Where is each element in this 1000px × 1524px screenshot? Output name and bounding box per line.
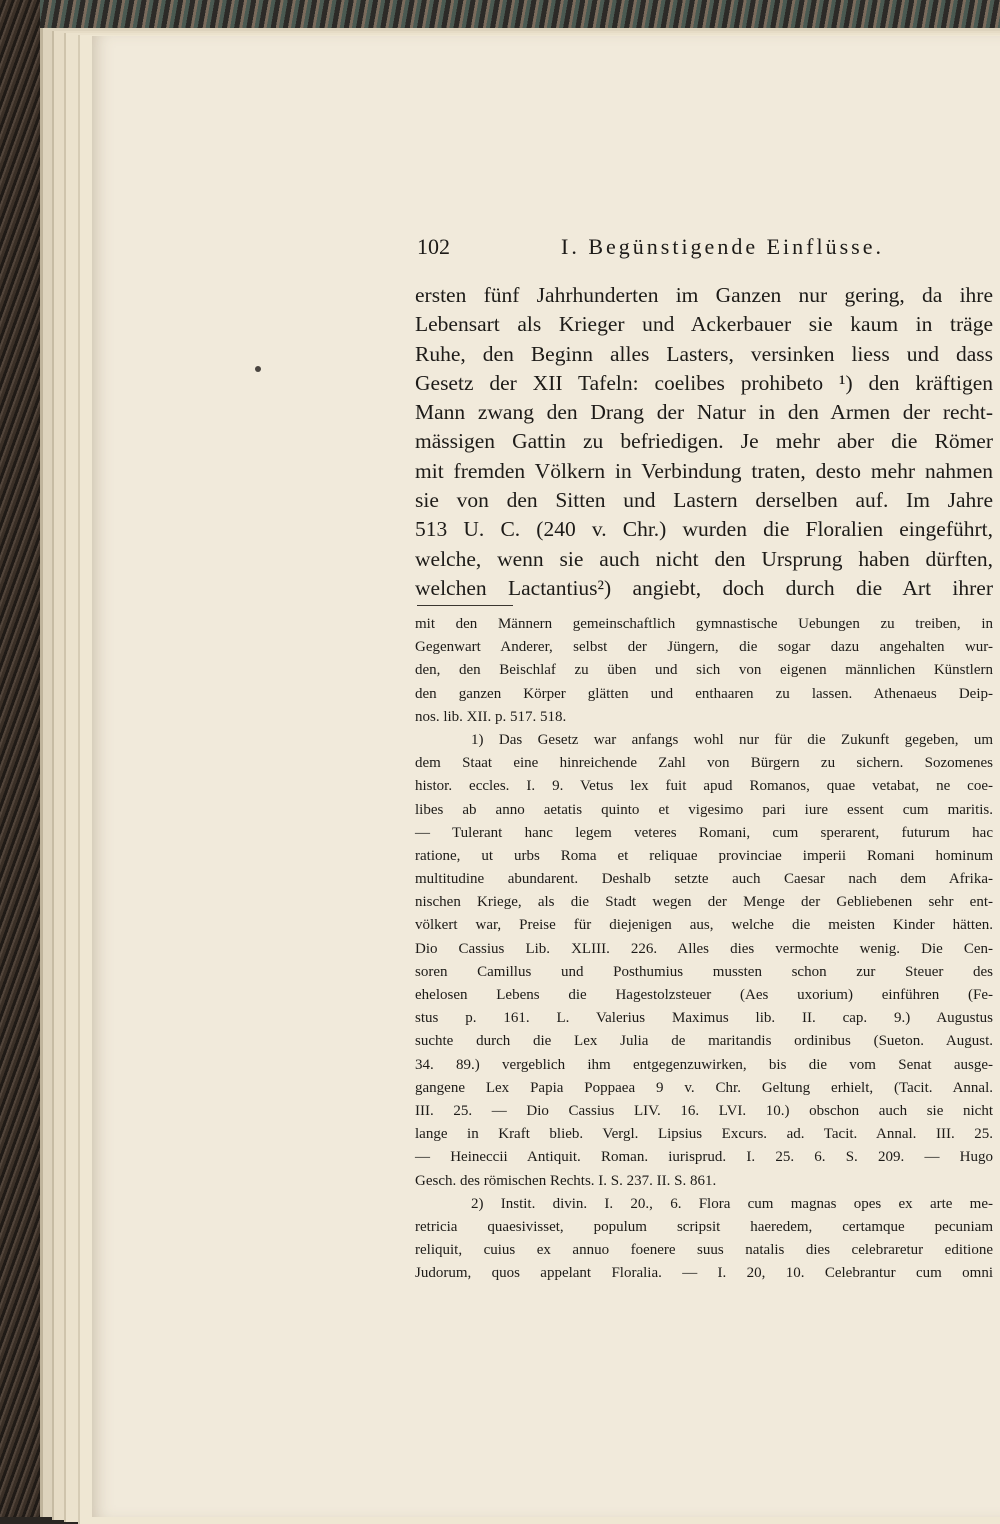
footnote-line: den, den Beischlaf zu üben und sich von eigenen männlichen Künstlern [415, 662, 993, 679]
body-line: welchen Lactantius²) angiebt, doch durch die Art ihrer [415, 575, 993, 600]
body-line: Ruhe, den Beginn alles Lasters, versinken liess und dass [415, 341, 993, 366]
margin-mark [255, 366, 261, 372]
body-line: sie von den Sitten und Lastern derselben auf. Im Jahre [415, 488, 993, 513]
footnote-line: histor. eccles. I. 9. Vetus lex fuit apud Romanos, quae vetabat, ne coe- [415, 778, 993, 795]
footnote-line: nischen Kriege, als die Stadt wegen der Menge der Gebliebenen sehr ent- [415, 894, 993, 911]
footnote-line: völkert war, Preise für diejenigen aus, welche die meisten Kinder hätten. [415, 917, 993, 934]
body-line: ersten fünf Jahrhunderten im Ganzen nur gering, da ihre [415, 283, 993, 307]
footnote-line: — Heineccii Antiquit. Roman. iurisprud. I. 25. 6. S. 209. — Hugo [415, 1149, 993, 1166]
body-line: welche, wenn sie auch nicht den Ursprung haben dürften, [415, 546, 993, 571]
footnote-line: — Tulerant hanc legem veteres Romani, cum sperarent, futurum hac [415, 824, 993, 841]
footnote-line: Dio Cassius Lib. XLIII. 226. Alles dies vermochte wenig. Die Cen- [415, 940, 993, 957]
footnote-line: 34. 89.) vergeblich ihm entgegenzuwirken, bis die vom Senat ausge- [415, 1056, 993, 1073]
footnote-line: 2) Instit. divin. I. 20., 6. Flora cum magnas opes ex arte me- [471, 1195, 993, 1212]
footnote-line: lange in Kraft blieb. Vergl. Lipsius Excurs. ad. Tacit. Annal. III. 25. [415, 1126, 993, 1143]
page-number: 102 [417, 234, 450, 259]
footnote-line: libes ab anno aetatis quinto et vigesimo pari iure essent cum maritis. [415, 801, 993, 818]
footnote-line: Gegenwart Anderer, selbst der Jüngern, die sogar dazu angehalten wur- [415, 639, 993, 656]
footnote-line: reliquit, cuius ex annuo foenere suus natalis dies celebraretur editione [415, 1242, 993, 1259]
footnote-line: Judorum, quos appelant Floralia. — I. 20, 10. Celebrantur cum omni [415, 1265, 993, 1282]
footnote-line: 1) Das Gesetz war anfangs wohl nur für die Zukunft gegeben, um [471, 731, 993, 748]
footnote-line: den ganzen Körper glätten und enthaaren zu lassen. Athenaeus Deip- [415, 685, 993, 702]
body-line: mit fremden Völkern in Verbindung traten, desto mehr nahmen [415, 458, 993, 483]
footnotes [415, 613, 993, 1285]
footnote-line: stus p. 161. L. Valerius Maximus lib. II. cap. 9.) Augustus [415, 1010, 993, 1027]
body-line: Mann zwang den Drang der Natur in den Armen der recht- [415, 400, 993, 425]
body-line: 513 U. C. (240 v. Chr.) wurden die Floralien eingeführt, [415, 517, 993, 542]
page-header [415, 234, 995, 264]
footnote-line: nos. lib. XII. p. 517. 518. [415, 708, 567, 725]
footnote-line: ehelosen Lebens die Hagestolzsteuer (Aes uxorium) einführen (Fe- [415, 987, 993, 1003]
body-text [415, 281, 993, 603]
footnote-line: ratione, ut urbs Roma et reliquae provinciae imperii Romani hominum [415, 847, 993, 864]
footnote-rule [417, 605, 513, 606]
footnote-line: III. 25. — Dio Cassius LIV. 16. LVI. 10.) obschon auch sie nicht [415, 1102, 993, 1119]
book-page [92, 36, 1000, 1517]
footnote-line: Gesch. des römischen Rechts. I. S. 237. II. S. 861. [415, 1172, 717, 1189]
body-line: Gesetz der XII Tafeln: coelibes prohibeto ¹) den kräftigen [415, 370, 993, 395]
footnote-line: retricia quaesivisset, populum scripsit haeredem, certamque pecuniam [415, 1218, 993, 1235]
footnote-line: gangene Lex Papia Poppaea 9 v. Chr. Geltung erhielt, (Tacit. Annal. [415, 1079, 993, 1096]
body-line: mässigen Gattin zu befriedigen. Je mehr aber die Römer [415, 429, 993, 454]
running-title: I. Begünstigende Einflüsse. [561, 234, 884, 259]
footnote-line: mit den Männern gemeinschaftlich gymnastische Uebungen zu treiben, in [415, 616, 993, 632]
footnote-line: soren Camillus und Posthumius mussten schon zur Steuer des [415, 963, 993, 980]
footnote-line: multitudine abundarent. Deshalb setzte auch Caesar nach dem Afrika- [415, 871, 993, 888]
footnote-line: suchte durch die Lex Julia de maritandis ordinibus (Sueton. August. [415, 1033, 993, 1050]
footnote-line: dem Staat eine hinreichende Zahl von Bürgern zu sichern. Sozomenes [415, 755, 993, 772]
body-line: Lebensart als Krieger und Ackerbauer sie kaum in träge [415, 312, 993, 337]
